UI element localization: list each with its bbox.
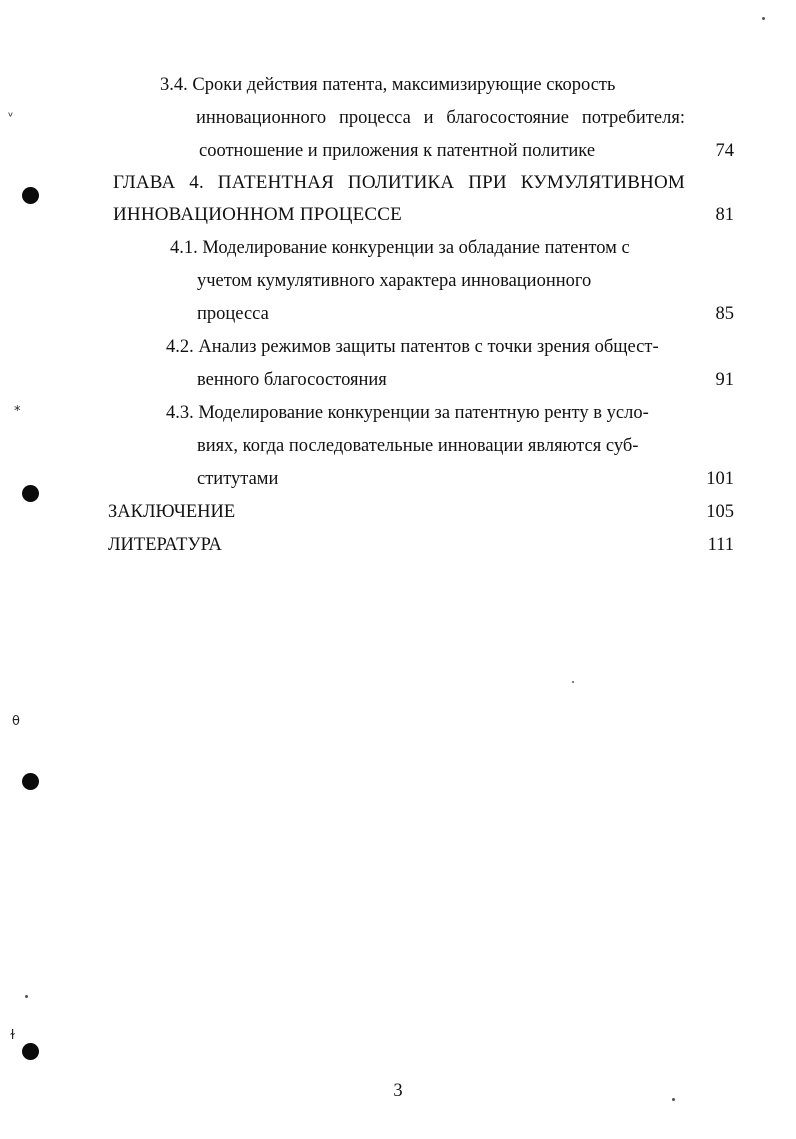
scan-mark: ᵛ <box>8 110 14 125</box>
punch-hole <box>22 485 39 502</box>
scan-speck <box>25 995 28 998</box>
toc-entry-3-4-page: 74 <box>715 141 734 161</box>
scan-mark: θ <box>12 714 20 729</box>
toc-entry-4-3-page: 101 <box>706 469 734 489</box>
toc-chapter-4-page: 81 <box>715 205 734 225</box>
scan-mark: ɫ <box>10 1028 16 1043</box>
punch-hole <box>22 1043 39 1060</box>
punch-hole <box>22 187 39 204</box>
toc-entry-3-4-line-3: соотношение и приложения к патентной политике <box>199 141 596 161</box>
toc-conclusion-page: 105 <box>706 502 734 522</box>
scan-speck <box>572 681 574 683</box>
toc-entry-4-2-line-2: венного благосостояния <box>197 370 387 390</box>
scan-speck <box>762 17 765 20</box>
toc-entry-4-2-page: 91 <box>715 370 734 390</box>
toc-entry-4-3-line-3: ститутами <box>197 469 279 489</box>
toc-chapter-4-line-2: ИННОВАЦИОННОМ ПРОЦЕССЕ <box>113 204 402 225</box>
toc-entry-4-3-line-1: 4.3. Моделирование конкуренции за патентную ренту в усло- <box>166 403 649 423</box>
toc-entry-4-2-line-1: 4.2. Анализ режимов защиты патентов с точки зрения общест- <box>166 337 659 357</box>
toc-entry-4-1-line-2: учетом кумулятивного характера инновационного <box>197 271 592 291</box>
toc-entry-4-3-line-2: виях, когда последовательные инновации являются суб- <box>197 436 639 456</box>
toc-entry-4-1-page: 85 <box>715 304 734 324</box>
toc-conclusion: ЗАКЛЮЧЕНИЕ <box>108 502 236 522</box>
page-number: 3 <box>393 1081 403 1101</box>
toc-entry-3-4-line-2: инновационного процесса и благосостояние потребителя: <box>196 108 685 128</box>
toc-literature-page: 111 <box>707 535 734 555</box>
toc-entry-3-4-line-1: 3.4. Сроки действия патента, максимизирующие скорость <box>160 75 616 95</box>
toc-chapter-4-line-1: ГЛАВА 4. ПАТЕНТНАЯ ПОЛИТИКА ПРИ КУМУЛЯТИВНОМ <box>113 172 685 193</box>
toc-entry-4-1-line-3: процесса <box>197 304 269 324</box>
toc-entry-4-1-line-1: 4.1. Моделирование конкуренции за обладание патентом с <box>170 238 630 258</box>
toc-literature: ЛИТЕРАТУРА <box>108 535 222 555</box>
scan-mark: * <box>14 404 21 419</box>
punch-hole <box>22 773 39 790</box>
